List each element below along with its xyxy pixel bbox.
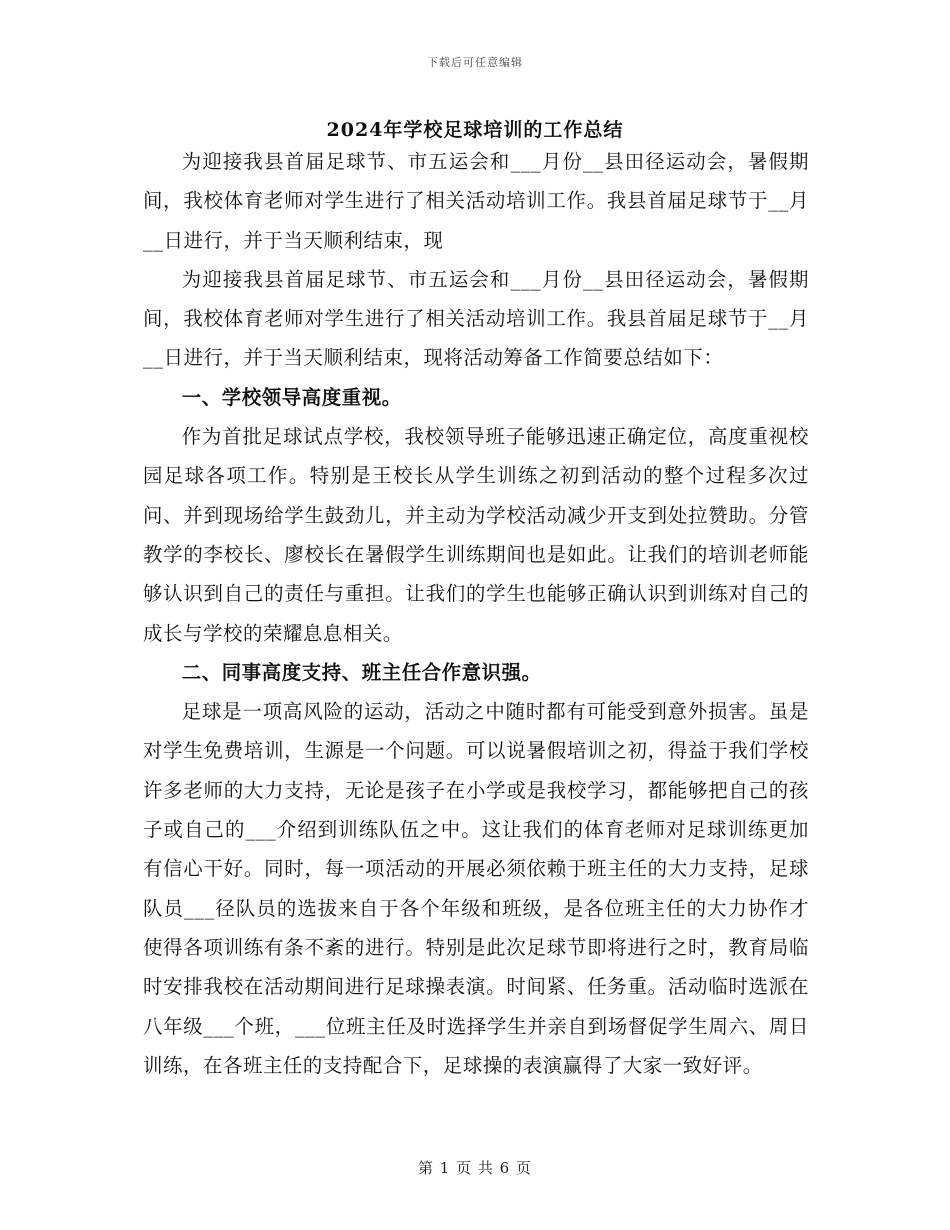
document-body <box>143 142 809 1085</box>
page-number-footer: 第 1 页 共 6 页 <box>418 1159 532 1177</box>
paragraph-intro: 为迎接我县首届足球节、市五运会和___月份__县田径运动会，暑假期间，我校体育老师对学生进行了相关活动培训工作。我县首届足球节于__月__日进行，并于当天顺利结束，现将活动筹备工作简要总结如下： <box>143 267 809 370</box>
paragraph-section-2: 足球是一项高风险的运动，活动之中随时都有可能受到意外损害。虽是对学生免费培训，生源是一个问题。可以说暑假培训之初，得益于我们学校许多老师的大力支持，无论是孩子在小学或是我校学习，都能够把自己的孩子或自己的___介绍到训练队伍之中。这让我们的体育老师对足球训练更加有信心干好。同时，每一项活动的开展必须依赖于班主任的大力支持，足球队员___径队员的选拔来自于各个年级和班级，是各位班主任的大力协作才使得各项训练有条不紊的进行。特别是此次足球节即将进行之时，教育局临时安排我校在活动期间进行足球操表演。时间紧、任务重。活动临时选派在八年级___个班，___位班主任及时选择学生并亲自到场督促学生周六、周日训练，在各班主任的支持配合下，足球操的表演赢得了大家一致好评。 <box>143 700 809 1077</box>
paragraph-intro-truncated: 为迎接我县首届足球节、市五运会和___月份__县田径运动会，暑假期间，我校体育老师对学生进行了相关活动培训工作。我县首届足球节于__月__日进行，并于当天顺利结束，现 <box>143 150 809 252</box>
header-note: 下载后可任意编辑 <box>427 56 523 69</box>
paragraph-section-1: 作为首批足球试点学校，我校领导班子能够迅速正确定位，高度重视校园足球各项工作。特别是王校长从学生训练之初到活动的整个过程多次过问、并到现场给学生鼓劲儿，并主动为学校活动减少开支到处拉赞助。分管教学的李校长、廖校长在暑假学生训练期间也是如此。让我们的培训老师能够认识到自己的责任与重担。让我们的学生也能够正确认识到训练对自己的成长与学校的荣耀息息相关。 <box>143 425 809 645</box>
section-heading-2: 二、同事高度支持、班主任合作意识强。 <box>181 660 542 684</box>
section-heading-1: 一、学校领导高度重视。 <box>181 385 402 409</box>
document-title: 2024年学校足球培训的工作总结 <box>326 119 624 141</box>
